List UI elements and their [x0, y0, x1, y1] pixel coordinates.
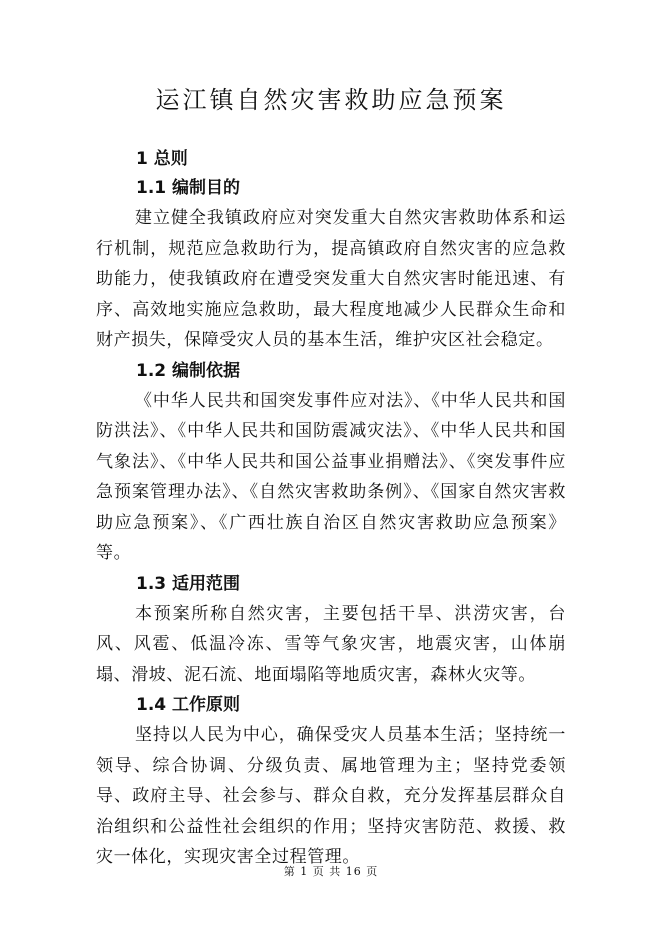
section-heading-1-3: 1.3 适用范围 [136, 573, 241, 594]
page-number-footer: 第 1 页 共 16 页 [283, 865, 379, 878]
section-heading-1: 1 总则 [136, 149, 188, 169]
section-heading-1-4: 1.4 工作原则 [136, 695, 241, 715]
paragraph-basis: 《中华人民共和国突发事件应对法》、《中华人民共和国防洪法》、《中华人民共和国防震减灾法》、《中华人民共和国气象法》、《中华人民共和国公益事业捐赠法》、《突发事件应急预案管理办法》、《自然灾害救助条例》、《国家自然灾害救助应急预案》、《广西壮族自治区自然灾害救助应急预案》等。 [96, 390, 566, 563]
document-title: 运江镇自然灾害救助应急预案 [155, 86, 507, 114]
document-body [96, 145, 566, 873]
paragraph-scope: 本预案所称自然灾害，主要包括干旱、洪涝灾害，台风、风雹、低温冷冻、雪等气象灾害，地震灾害，山体崩塌、滑坡、泥石流、地面塌陷等地质灾害，森林火灾等。 [96, 603, 566, 685]
paragraph-purpose: 建立健全我镇政府应对突发重大自然灾害救助体系和运行机制，规范应急救助行为，提高镇政府自然灾害的应急救助能力，使我镇政府在遭受突发重大自然灾害时能迅速、有序、高效地实施应急救助，最大程度地减少人民群众生命和财产损失，保障受灾人员的基本生活，维护灾区社会稳定。 [96, 208, 566, 350]
section-heading-1-2: 1.2 编制依据 [136, 360, 241, 381]
paragraph-principles: 坚持以人民为中心，确保受灾人员基本生活；坚持统一领导、综合协调、分级负责、属地管理为主；坚持党委领导、政府主导、社会参与、群众自救，充分发挥基层群众自治组织和公益性社会组织的作用；坚持灾害防范、救援、救灾一体化，实现灾害全过程管理。 [96, 725, 566, 867]
section-heading-1-1: 1.1 编制目的 [136, 178, 241, 198]
